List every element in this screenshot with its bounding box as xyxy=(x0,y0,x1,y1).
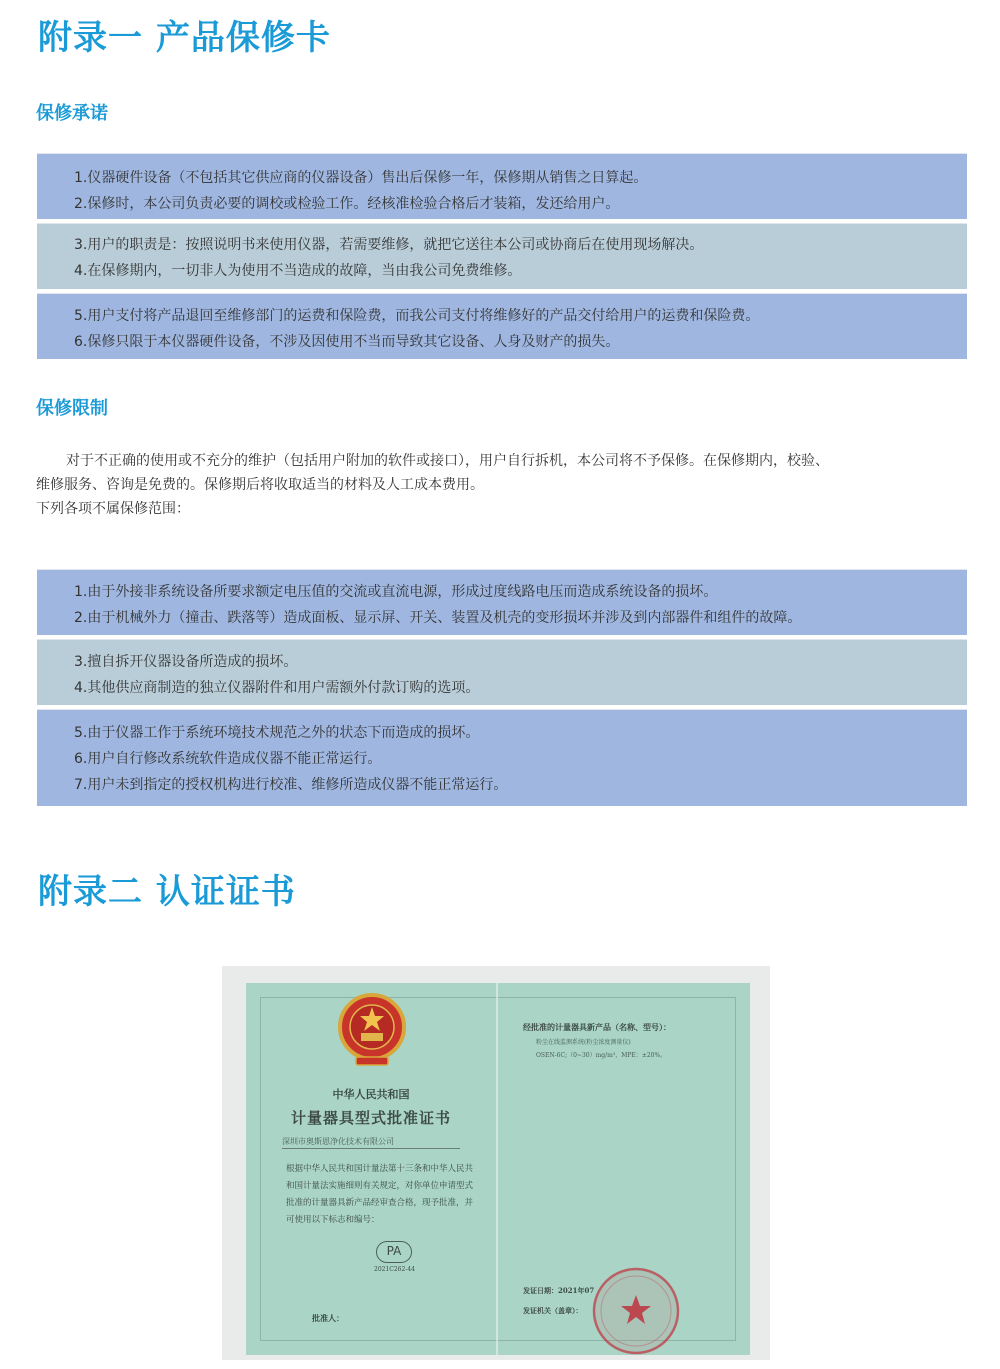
limits-group-3 xyxy=(37,709,967,806)
promise-item: 6.保修只限于本仪器硬件设备，不涉及因使用不当而导致其它设备、人身及财产的损失。 xyxy=(74,334,620,350)
issuer-label: 发证机关（盖章）： xyxy=(523,1306,583,1315)
appendix1-title: 附录一 产品保修卡 xyxy=(38,18,331,58)
limits-paragraph-line: 维修服务、咨询是免费的。保修期后将收取适当的材料及人工成本费用。 xyxy=(36,477,484,493)
certificate-photo xyxy=(222,966,770,1360)
limits-group-1 xyxy=(37,569,967,635)
promise-group-1 xyxy=(37,153,967,219)
promise-item: 3.用户的职责是：按照说明书来使用仪器，若需要维修，就把它送往本公司或协商后在使用现场解决。 xyxy=(74,237,704,253)
approver-label: 批准人： xyxy=(312,1313,344,1323)
limits-item: 7.用户未到指定的授权机构进行校准、维修所造成仪器不能正常运行。 xyxy=(74,777,508,793)
limits-group-2 xyxy=(37,639,967,705)
limits-paragraph xyxy=(36,449,971,521)
promise-item: 5.用户支付将产品退回至维修部门的运费和保险费，而我公司支付将维修好的产品交付给用户的运费和保险费。 xyxy=(74,308,760,324)
certificate-body: 根据中华人民共和国计量法第十三条和中华人民共和国计量法实施细则有关规定，对你单位申请型式批准的计量器具新产品经审查合格，现予批准，并可使用以下标志和编号： xyxy=(286,1164,474,1225)
appendix2-title: 附录二 认证证书 xyxy=(38,872,296,912)
limits-item: 5.由于仪器工作于系统环境技术规范之外的状态下而造成的损坏。 xyxy=(74,725,480,741)
promise-group-2 xyxy=(37,223,967,289)
limits-item: 1.由于外接非系统设备所要求额定电压值的交流或直流电源，形成过度线路电压而造成系统设备的损坏。 xyxy=(74,584,718,600)
promise-item: 4.在保修期内，一切非人为使用不当造成的故障，当由我公司免费维修。 xyxy=(74,263,522,279)
limits-heading: 保修限制 xyxy=(36,398,108,419)
pa-mark: PA xyxy=(376,1241,412,1263)
pa-number: 2021C262-44 xyxy=(374,1266,415,1273)
certificate-title: 计量器具型式批准证书 xyxy=(290,1109,451,1127)
product-name: 粉尘在线监测系统(粉尘浓度测量仪) xyxy=(536,1039,631,1046)
product-spec: OSEN-6C;（0~30）mg/m³，MPE：±20%。 xyxy=(536,1052,667,1059)
promise-item: 1.仪器硬件设备（不包括其它供应商的仪器设备）售出后保修一年，保修期从销售之日算起。 xyxy=(74,170,648,186)
limits-item: 4.其他供应商制造的独立仪器附件和用户需额外付款订购的选项。 xyxy=(74,680,480,696)
promise-heading: 保修承诺 xyxy=(36,103,108,124)
limits-item: 6.用户自行修改系统软件造成仪器不能正常运行。 xyxy=(74,751,382,767)
limits-list-intro: 下列各项不属保修范围： xyxy=(36,501,190,517)
promise-group-3 xyxy=(37,293,967,359)
product-label: 经批准的计量器具新产品（名称、型号）： xyxy=(523,1022,671,1032)
certificate-country: 中华人民共和国 xyxy=(332,1088,410,1101)
certificate-company: 深圳市奥斯恩净化技术有限公司 xyxy=(282,1136,460,1149)
national-emblem-icon xyxy=(336,991,408,1069)
limits-item: 2.由于机械外力（撞击、跌落等）造成面板、显示屏、开关、装置及机壳的变形损坏并涉及到内部器件和组件的故障。 xyxy=(74,610,802,626)
limits-paragraph-line: 对于不正确的使用或不充分的维护（包括用户附加的软件或接口），用户自行拆机，本公司将不予保修。在保修期内，校验、 xyxy=(66,453,829,469)
official-seal-icon xyxy=(590,1265,682,1357)
certificate xyxy=(246,983,750,1355)
limits-item: 3.擅自拆开仪器设备所造成的损坏。 xyxy=(74,654,298,670)
promise-item: 2.保修时，本公司负责必要的调校或检验工作。经核准检验合格后才装箱，发还给用户。 xyxy=(74,196,620,212)
issue-date: 发证日期：2021年07 xyxy=(523,1286,595,1295)
